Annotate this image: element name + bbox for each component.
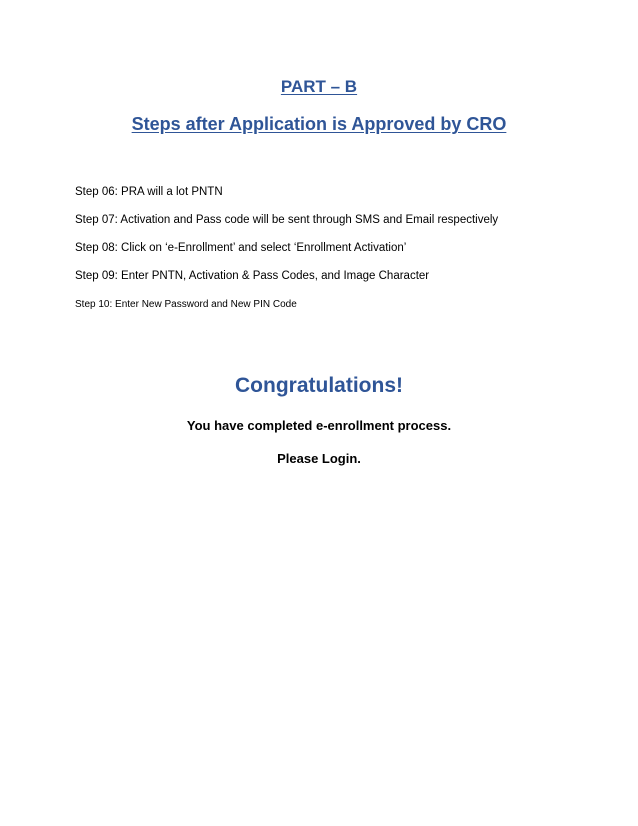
step-09: Step 09: Enter PNTN, Activation & Pass Codes, and Image Character xyxy=(75,270,430,282)
step-07: Step 07: Activation and Pass code will be sent through SMS and Email respectively xyxy=(75,214,499,226)
login-message: Please Login. xyxy=(277,451,361,466)
part-title: PART – B xyxy=(280,77,358,96)
step-06: Step 06: PRA will a lot PNTN xyxy=(75,186,223,198)
completed-message: You have completed e-enrollment process. xyxy=(186,418,452,433)
step-08: Step 08: Click on ‘e-Enrollment’ and select ‘Enrollment Activation’ xyxy=(75,242,407,254)
congratulations-heading: Congratulations! xyxy=(235,374,403,397)
step-10: Step 10: Enter New Password and New PIN Code xyxy=(75,299,297,310)
steps-list xyxy=(75,185,615,325)
section-title: Steps after Application is Approved by CRO xyxy=(131,114,507,134)
